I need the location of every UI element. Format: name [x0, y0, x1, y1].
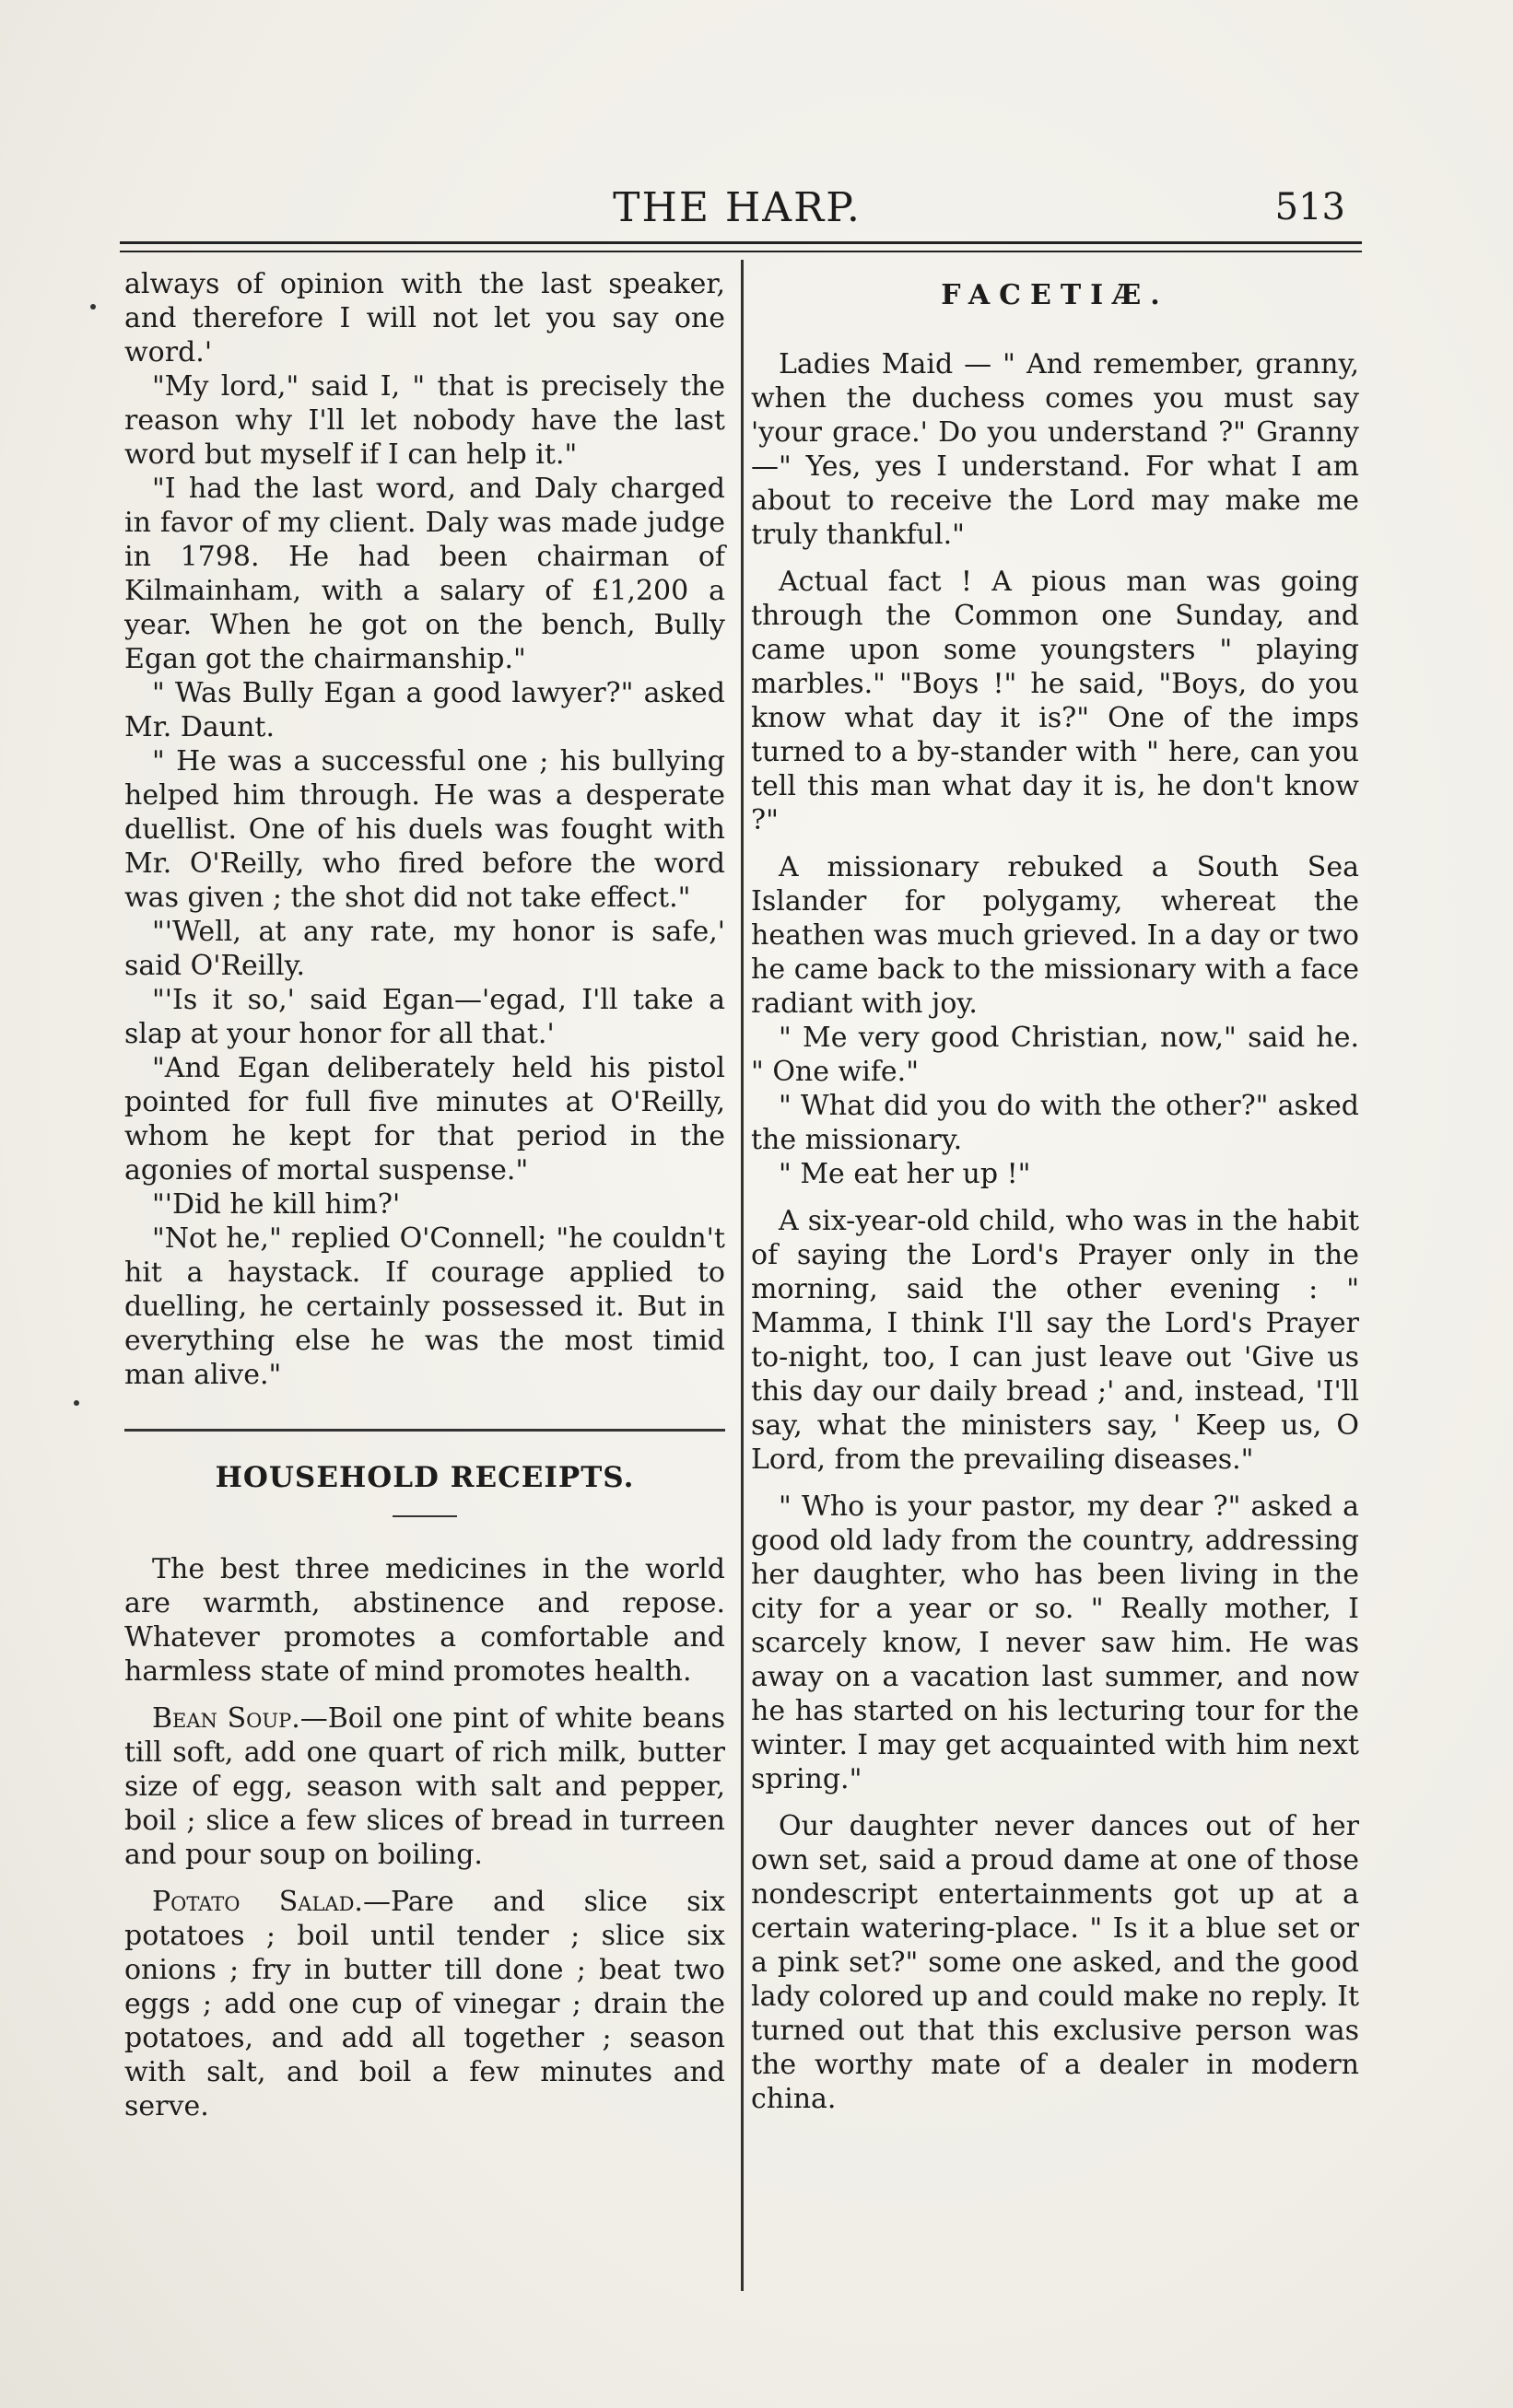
- heading-underline: [393, 1515, 457, 1517]
- receipt-text: The best three medicines in the world are warmth, abstinence and repose. Whatever promotes a comfortable and harmless state of mind promotes health.: [124, 1553, 725, 1688]
- page-number: 513: [1274, 186, 1345, 228]
- receipt-paragraph: [124, 1552, 725, 1689]
- receipt-paragraph: [124, 1885, 725, 2123]
- facetiae-item: " Me very good Christian, now," said he. " One wife.": [751, 1022, 1359, 1088]
- receipt-text: —Boil one pint of white beans till soft, add one quart of rich milk, butter size of egg, season with salt and pepper, boil ; slice a few slices of bread in turreen and pour soup on boiling.: [124, 1702, 725, 1871]
- article-paragraph: "And Egan deliberately held his pistol pointed for full five minutes at O'Reilly, whom he kept for that period in the agonies of mortal suspense.": [124, 1052, 725, 1186]
- column-divider: [741, 260, 744, 2291]
- facetiae-item: Actual fact ! A pious man was going through the Common one Sunday, and came upon some youngsters " playing marbles." "Boys !" he said, "Boys, do you know what day it is?" One of the imps turned to a by-stander with " here, can you tell this man what day it is, he don't know ?": [751, 566, 1359, 836]
- left-column: [124, 267, 725, 2123]
- receipt-text: —Pare and slice six potatoes ; boil until tender ; slice six onions ; fry in butter till done ; beat two eggs ; add one cup of vinegar ; drain the potatoes, and add all together ; season with salt, and boil a few minutes and serve.: [124, 1886, 725, 2122]
- article-paragraph: "'Did he kill him?': [152, 1188, 401, 1221]
- header-rule-top: [120, 241, 1362, 244]
- facetiae-item: Ladies Maid — " And remember, granny, when the duchess comes you must say 'your grace.' Do you understand ?" Granny—" Yes, yes I understand. For what I am about to receive the Lord may make me truly thankful.": [751, 348, 1359, 551]
- section-divider: [124, 1429, 725, 1432]
- receipt-paragraph: [124, 1701, 725, 1872]
- facetiae-item: A missionary rebuked a South Sea Islander for polygamy, whereat the heathen was much grieved. In a day or two he came back to the missionary with a face radiant with joy.: [751, 851, 1359, 1020]
- article-paragraph: "'Well, at any rate, my honor is safe,' said O'Reilly.: [124, 916, 725, 982]
- article-paragraph: "I had the last word, and Daly charged in favor of my client. Daly was made judge in 1798. He had been chairman of Kilmainham, with a salary of £1,200 a year. When he got on the bench, Bully Egan got the chairmanship.": [124, 473, 725, 675]
- ink-speck: [90, 304, 96, 310]
- facetiae-item: " What did you do with the other?" asked the missionary.: [751, 1090, 1359, 1156]
- receipt-lead: Bean Soup.: [152, 1702, 300, 1735]
- article-paragraph: " Was Bully Egan a good lawyer?" asked Mr. Daunt.: [124, 677, 725, 743]
- household-receipts-heading: HOUSEHOLD RECEIPTS.: [215, 1461, 635, 1494]
- article-paragraph: always of opinion with the last speaker, and therefore I will not let you say one word.': [124, 268, 725, 368]
- page-header: [120, 184, 1355, 240]
- header-rule-bottom: [120, 251, 1362, 252]
- receipt-lead: Potato Salad.: [152, 1886, 363, 1918]
- article-paragraph: "Not he," replied O'Connell; "he couldn't hit a haystack. If courage applied to duelling, he certainly possessed it. But in everything else he was the most timid man alive.": [124, 1222, 725, 1391]
- right-column: [751, 267, 1359, 2116]
- facetiae-item: " Who is your pastor, my dear ?" asked a good old lady from the country, addressing her daughter, who has been living in the city for a year or so. " Really mother, I scarcely know, I never saw him. He was away on a vacation last summer, and now he has started on his lecturing tour for the winter. I may get acquainted with him next spring.": [751, 1490, 1359, 1795]
- article-paragraph: " He was a successful one ; his bullying helped him through. He was a desperate duellist. One of his duels was fought with Mr. O'Reilly, who fired before the word was given ; the shot did not take effect.": [124, 745, 725, 914]
- ink-speck: [74, 1400, 79, 1406]
- publication-title: THE HARP.: [613, 184, 862, 231]
- facetiae-heading: FACETIÆ.: [941, 279, 1169, 311]
- article-paragraph: "'Is it so,' said Egan—'egad, I'll take a slap at your honor for all that.': [124, 984, 725, 1050]
- facetiae-item: " Me eat her up !": [779, 1158, 1031, 1190]
- facetiae-item: Our daughter never dances out of her own set, said a proud dame at one of those nondescript entertainments got up at a certain watering-place. " Is it a blue set or a pink set?" some one asked, and the good lady colored up and could make no reply. It turned out that this exclusive person was the worthy mate of a dealer in modern china.: [751, 1810, 1359, 2115]
- facetiae-item: A six-year-old child, who was in the habit of saying the Lord's Prayer only in the morning, said the other evening : " Mamma, I think I'll say the Lord's Prayer to-night, too, I can just leave out 'Give us this day our daily bread ;' and, instead, 'I'll say, what the ministers say, ' Keep us, O Lord, from the prevailing diseases.": [751, 1205, 1359, 1476]
- article-paragraph: "My lord," said I, " that is precisely the reason why I'll let nobody have the last word but myself if I can help it.": [124, 370, 725, 471]
